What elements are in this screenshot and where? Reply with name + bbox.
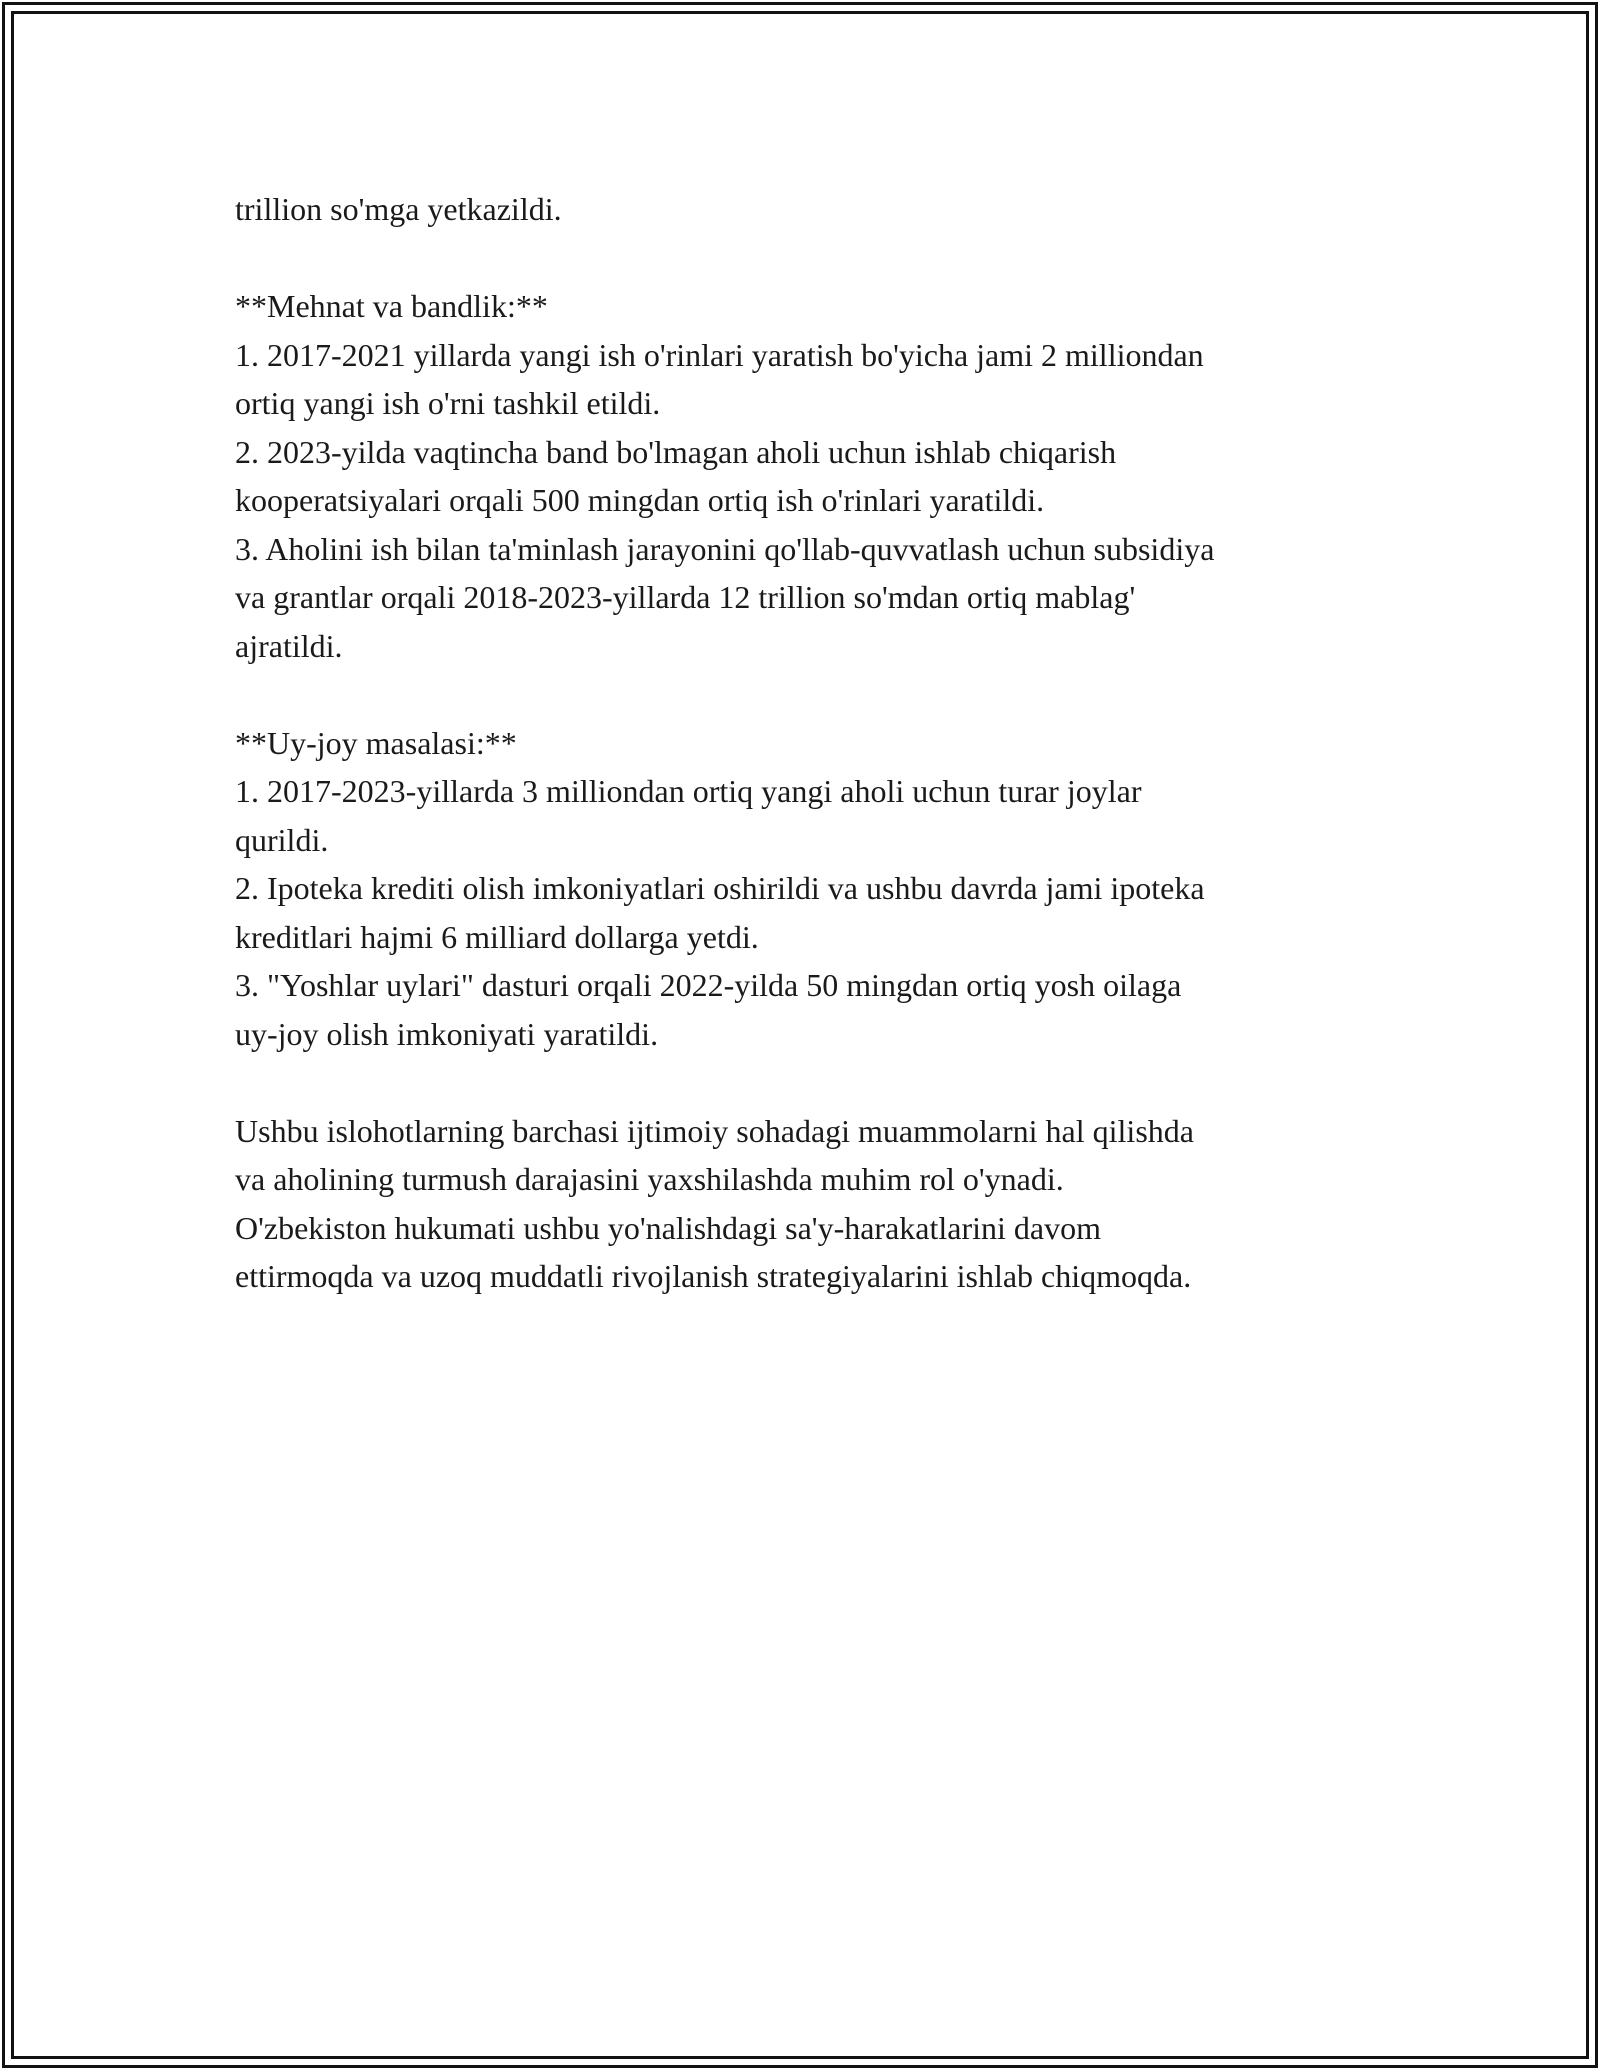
text-line: kreditlari hajmi 6 milliard dollarga yetdi.: [235, 918, 759, 955]
text-line: O'zbekiston hukumati ushbu yo'nalishdagi sa'y-harakatlarini davom: [235, 1209, 1101, 1246]
section-heading: **Mehnat va bandlik:**: [235, 288, 548, 324]
text-line: ettirmoqda va uzoq muddatli rivojlanish strategiyalarini ishlab chiqmoqda.: [235, 1258, 1192, 1294]
text-line: 3. Aholini ish bilan ta'minlash jarayonini qo'llab-quvvatlash uchun subsidiya: [235, 530, 1215, 567]
text-line: 1. 2017-2021 yillarda yangi ish o'rinlari yaratish bo'yicha jami 2 milliondan: [235, 336, 1204, 373]
paragraph-gap: [235, 670, 1365, 719]
text-line: qurildi.: [235, 821, 329, 858]
conclusion-paragraph: [235, 1107, 1365, 1301]
text-line: 2. Ipoteka krediti olish imkoniyatlari oshirildi va ushbu davrda jami ipoteka: [235, 870, 1205, 906]
text-line: ajratildi.: [235, 627, 343, 664]
text-line: uy-joy olish imkoniyati yaratildi.: [235, 1015, 659, 1052]
paragraph-gap: [235, 1058, 1365, 1107]
text-line: va grantlar orqali 2018-2023-yillarda 12 trillion so'mdan ortiq mablag': [235, 579, 1136, 615]
text-line: 3. "Yoshlar uylari" dasturi orqali 2022-yilda 50 mingdan ortiq yosh oilaga: [235, 967, 1182, 1003]
section-housing: [235, 719, 1365, 1059]
text-line: kooperatsiyalari orqali 500 mingdan ortiq ish o'rinlari yaratildi.: [235, 482, 1045, 518]
text-line: 1. 2017-2023-yillarda 3 milliondan ortiq yangi aholi uchun turar joylar: [235, 773, 1142, 809]
section-labor: [235, 282, 1365, 670]
text-line: Ushbu islohotlarning barchasi ijtimoiy sohadagi muammolarni hal qilishda: [235, 1112, 1194, 1149]
text-line: va aholining turmush darajasini yaxshilashda muhim rol o'ynadi.: [235, 1161, 1064, 1197]
document-body: [235, 185, 1365, 1301]
text-line: 2. 2023-yilda vaqtincha band bo'lmagan aholi uchun ishlab chiqarish: [235, 433, 1117, 470]
section-heading: **Uy-joy masalasi:**: [235, 724, 517, 761]
intro-line: trillion so'mga yetkazildi.: [235, 191, 562, 227]
paragraph-gap: [235, 234, 1365, 283]
text-line: ortiq yangi ish o'rni tashkil etildi.: [235, 385, 661, 421]
